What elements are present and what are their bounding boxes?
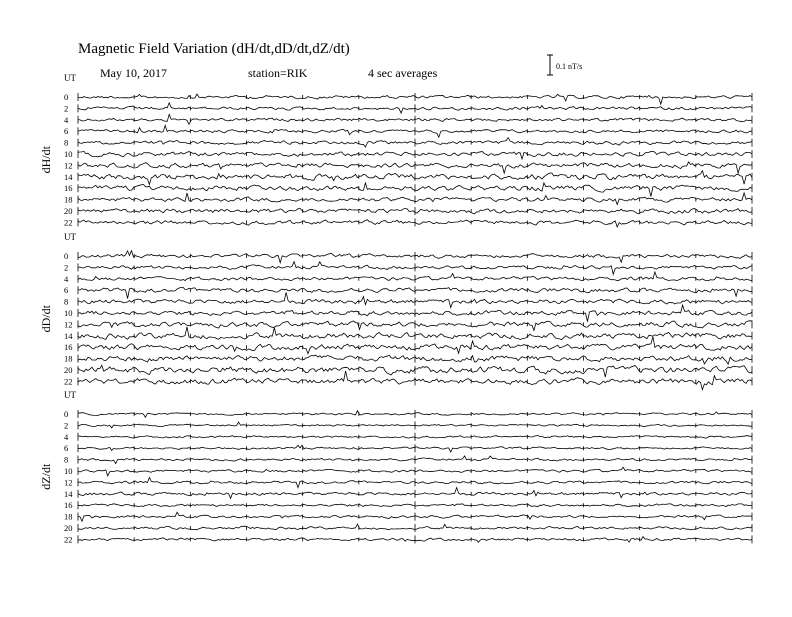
row-label: 4 [64, 114, 69, 125]
ut-axis-label: UT [64, 390, 76, 400]
row-label: 0 [64, 409, 69, 419]
row-label: 16 [64, 183, 73, 194]
row-label: 2 [64, 420, 69, 431]
panel-dh-dt [39, 73, 752, 227]
row-label: 16 [64, 500, 73, 511]
row-label: 8 [64, 137, 69, 148]
row-label: 10 [64, 308, 73, 318]
row-label: 6 [64, 443, 69, 454]
panel-dd-dt [39, 232, 752, 390]
y-axis-label: dH/dt [39, 146, 53, 174]
row-label: 18 [64, 194, 73, 205]
row-label: 4 [64, 431, 69, 442]
panel-dz-dt [39, 390, 752, 544]
row-label: 14 [64, 171, 73, 182]
row-label: 0 [64, 251, 69, 261]
chart-title: Magnetic Field Variation (dH/dt,dD/dt,dZ/dt) [78, 41, 350, 57]
y-axis-label: dZ/dt [39, 463, 53, 490]
row-label: 14 [64, 330, 73, 341]
row-label: 22 [64, 217, 73, 228]
row-label: 16 [64, 342, 73, 353]
scale-bar [547, 55, 582, 75]
row-label: 6 [64, 285, 69, 296]
row-label: 22 [64, 376, 73, 387]
row-label: 14 [64, 488, 73, 499]
row-label: 12 [64, 477, 73, 488]
row-label: 8 [64, 454, 69, 465]
row-label: 8 [64, 296, 69, 307]
row-label: 0 [64, 92, 69, 102]
date-label: May 10, 2017 [100, 66, 167, 80]
row-label: 10 [64, 149, 73, 159]
ut-axis-label: UT [64, 73, 76, 83]
row-label: 10 [64, 466, 73, 476]
row-label: 20 [64, 365, 73, 375]
row-label: 20 [64, 523, 73, 533]
row-label: 12 [64, 160, 73, 171]
averaging-label: 4 sec averages [368, 66, 438, 80]
scale-bar-label: 0.1 nT/s [556, 62, 583, 71]
y-axis-label: dD/dt [39, 305, 53, 333]
row-label: 2 [64, 262, 69, 273]
row-label: 22 [64, 534, 73, 545]
row-label: 18 [64, 353, 73, 364]
row-label: 2 [64, 103, 69, 114]
ut-axis-label: UT [64, 232, 76, 242]
panels [39, 73, 752, 544]
row-label: 18 [64, 511, 73, 522]
row-label: 12 [64, 319, 73, 330]
row-label: 20 [64, 206, 73, 216]
row-label: 4 [64, 273, 69, 284]
station-label: station=RIK [248, 66, 308, 80]
row-label: 6 [64, 126, 69, 137]
